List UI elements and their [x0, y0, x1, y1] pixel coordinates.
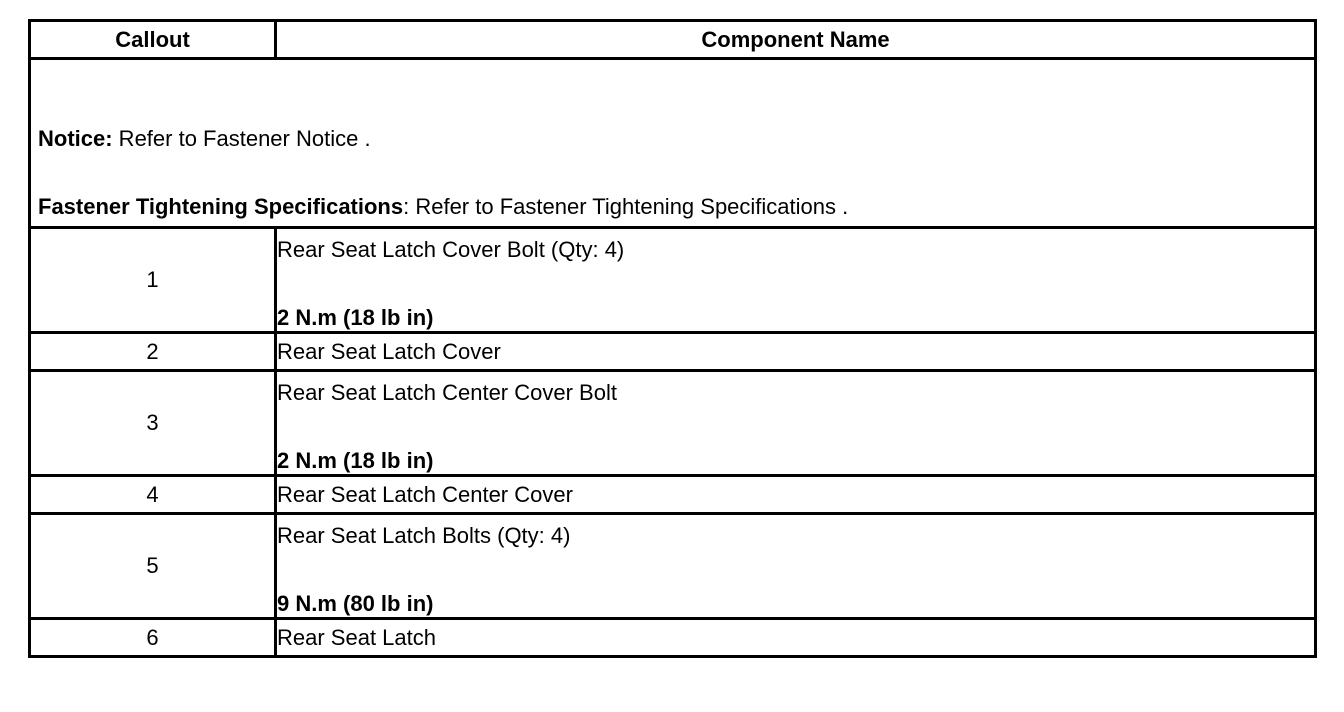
callout-cell: 4: [30, 476, 276, 514]
notice-text: Refer to Fastener Notice .: [112, 126, 371, 151]
component-name: Rear Seat Latch: [276, 619, 1316, 657]
table-row: [30, 228, 1316, 333]
component-table: [28, 19, 1317, 658]
component-name: Rear Seat Latch Cover: [276, 333, 1316, 371]
callout-cell: 2: [30, 333, 276, 371]
spec-label: Fastener Tightening Specifications: [38, 194, 404, 219]
notice-row: [30, 59, 1316, 228]
notice-label: Notice:: [38, 126, 113, 151]
spec-text: : Refer to Fastener Tightening Specifications .: [403, 194, 849, 219]
callout-header: Callout: [30, 21, 276, 59]
table-row: [30, 371, 1316, 476]
torque-spec: 9 N.m (80 lb in): [277, 590, 434, 616]
callout-cell: 6: [30, 619, 276, 657]
notice-line: [38, 126, 1314, 152]
table-row: [30, 619, 1316, 657]
torque-spec: 2 N.m (18 lb in): [277, 304, 434, 330]
component-cell: [276, 371, 1316, 476]
callout-cell: 3: [30, 371, 276, 476]
component-name: Rear Seat Latch Cover Bolt (Qty: 4): [277, 236, 625, 262]
header-row: [30, 21, 1316, 59]
component-cell: [276, 514, 1316, 619]
component-name: Rear Seat Latch Bolts (Qty: 4): [277, 522, 571, 548]
component-name: Rear Seat Latch Center Cover: [276, 476, 1316, 514]
table-row: [30, 333, 1316, 371]
torque-spec: 2 N.m (18 lb in): [277, 447, 434, 473]
component-cell: [276, 228, 1316, 333]
notice-cell: [30, 59, 1316, 228]
table-row: [30, 476, 1316, 514]
callout-cell: 1: [30, 228, 276, 333]
component-name: Rear Seat Latch Center Cover Bolt: [277, 379, 617, 405]
table-row: [30, 514, 1316, 619]
component-name-header: Component Name: [276, 21, 1316, 59]
spec-line: [38, 194, 1314, 220]
callout-cell: 5: [30, 514, 276, 619]
